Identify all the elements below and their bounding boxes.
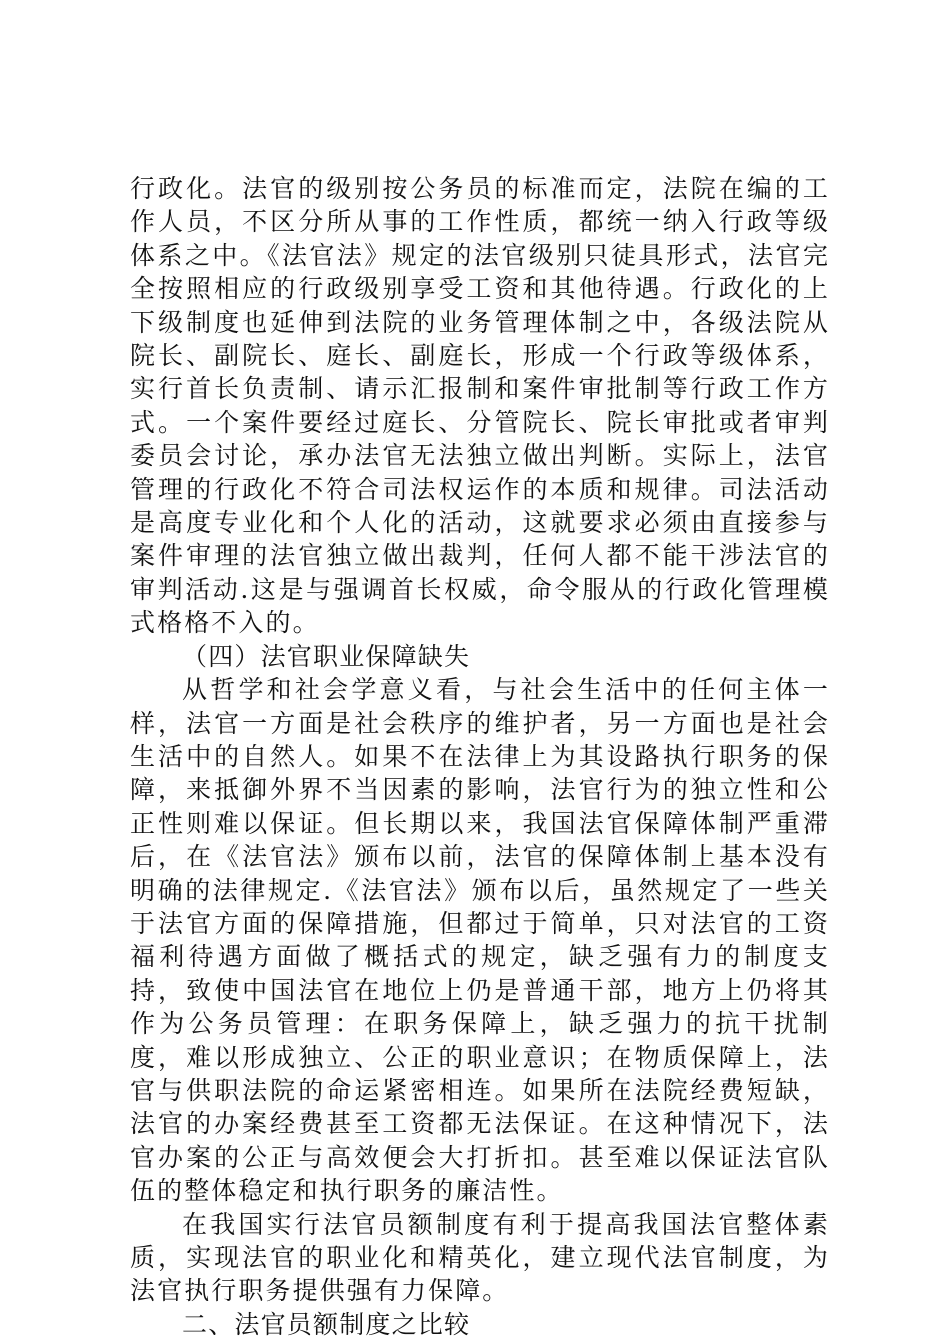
document-body (130, 172, 830, 1341)
paragraph-continued: 行政化。法官的级别按公务员的标准而定，法院在编的工作人员，不区分所从事的工作性质，都统一纳入行政等级体系之中。《法官法》规定的法官级别只徒具形式，法官完全按照相应的行政级别享受工资和其他待遇。行政化的上下级制度也延伸到法院的业务管理体制之中，各级法院从院长、副院长、庭长、副庭长，形成一个行政等级体系，实行首长负责制、请示汇报制和案件审批制等行政工作方式。一个案件要经过庭长、分管院长、院长审批或者审判委员会讨论，承办法官无法独立做出判断。实际上，法官管理的行政化不符合司法权运作的本质和规律。司法活动是高度专业化和个人化的活动，这就要求必须由直接参与案件审理的法官独立做出裁判，任何人都不能干涉法官的审判活动.这是与强调首长权威，命令服从的行政化管理模式格格不入的。 (130, 174, 830, 638)
paragraph-judicial-security: 从哲学和社会学意义看，与社会生活中的任何主体一样，法官一方面是社会秩序的维护者，另一方面也是社会生活中的自然人。如果不在法律上为其设路执行职务的保障，来抵御外界不当因素的影响，法官行为的独立性和公正性则难以保证。但长期以来，我国法官保障体制严重滞后，在《法官法》颁布以前，法官的保障体制上基本没有明确的法律规定.《法官法》颁布以后，虽然规定了一些关于法官方面的保障措施，但都过于简单，只对法官的工资福利待遇方面做了概括式的规定，缺乏强有力的制度支持，致使中国法官在地位上仍是普通干部，地方上仍将其作为公务员管理：在职务保障上，缺乏强力的抗干扰制度，难以形成独立、公正的职业意识；在物质保障上，法官与供职法院的命运紧密相连。如果所在法院经费短缺，法官的办案经费甚至工资都无法保证。在这种情况下，法官办案的公正与高效便会大打折扣。甚至难以保证法官队伍的整体稳定和执行职务的廉洁性。 (130, 675, 830, 1206)
chapter-heading: 二、法官员额制度之比较 (182, 1309, 471, 1339)
paragraph-summary: 在我国实行法官员额制度有利于提高我国法官整体素质，实现法官的职业化和精英化，建立现代法官制度，为法官执行职务提供强有力保障。 (130, 1209, 830, 1306)
section-heading: （四）法官职业保障缺失 (182, 641, 471, 671)
